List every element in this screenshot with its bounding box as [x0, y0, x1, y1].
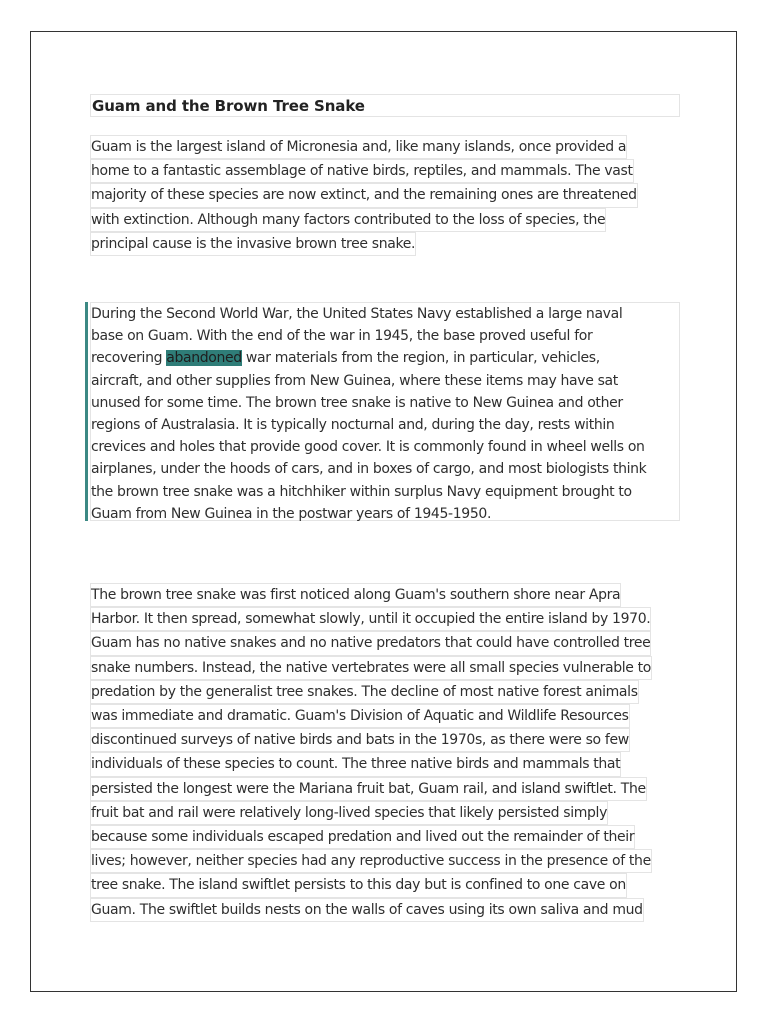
paragraph-line: principal cause is the invasive brown tree snake.: [90, 232, 416, 256]
paragraph-line: crevices and holes that provide good cover. It is commonly found in wheel wells on: [91, 439, 645, 456]
paragraph-line: snake numbers. Instead, the native vertebrates were all small species vulnerable to: [90, 656, 652, 680]
paragraph-line: fruit bat and rail were relatively long-lived species that likely persisted simply: [90, 801, 608, 825]
text-after-highlight: war materials from the region, in particular, vehicles,: [241, 350, 600, 367]
paragraph-line: base on Guam. With the end of the war in 1945, the base proved useful for: [91, 328, 593, 345]
paragraph-line: individuals of these species to count. The three native birds and mammals that: [90, 752, 621, 776]
paragraph-line: discontinued surveys of native birds and bats in the 1970s, as there were so few: [90, 728, 630, 752]
paragraph-line: The brown tree snake was first noticed along Guam's southern shore near Apra: [90, 583, 621, 607]
paragraph-line: aircraft, and other supplies from New Guinea, where these items may have sat: [91, 372, 618, 389]
title-box: [90, 94, 680, 117]
paragraph-line: airplanes, under the hoods of cars, and in boxes of cargo, and most biologists think: [91, 461, 647, 478]
paragraph-line: persisted the longest were the Mariana fruit bat, Guam rail, and island swiftlet. The: [90, 777, 647, 801]
selection-bar: [85, 302, 88, 521]
paragraph-3: [90, 583, 680, 922]
document-page: [30, 31, 737, 992]
paragraph-line: lives; however, neither species had any reproductive success in the presence of the: [90, 849, 652, 873]
paragraph-1: [90, 135, 637, 256]
paragraph-line: During the Second World War, the United States Navy established a large naval: [91, 306, 623, 322]
paragraph-line: Guam has no native snakes and no native predators that could have controlled tree: [90, 631, 651, 655]
paragraph-line: Guam is the largest island of Micronesia and, like many islands, once provided a: [90, 135, 627, 159]
page-title: Guam and the Brown Tree Snake: [92, 96, 365, 115]
paragraph-line: home to a fantastic assemblage of native birds, reptiles, and mammals. The vast: [90, 159, 634, 183]
paragraph-line: was immediate and dramatic. Guam's Division of Aquatic and Wildlife Resources: [90, 704, 630, 728]
highlighted-word[interactable]: abandoned: [166, 350, 242, 367]
paragraph-line: tree snake. The island swiftlet persists to this day but is confined to one cave on: [90, 873, 627, 897]
paragraph-line: the brown tree snake was a hitchhiker within surplus Navy equipment brought to: [91, 483, 632, 500]
paragraph-line: regions of Australasia. It is typically nocturnal and, during the day, rests within: [91, 417, 615, 434]
paragraph-line: with extinction. Although many factors contributed to the loss of species, the: [90, 208, 606, 232]
paragraph-line: because some individuals escaped predation and lived out the remainder of their: [90, 825, 635, 849]
paragraph-line: Guam. The swiftlet builds nests on the walls of caves using its own saliva and mud: [90, 898, 644, 922]
paragraph-line: predation by the generalist tree snakes. The decline of most native forest animals: [90, 680, 639, 704]
paragraph-line-with-highlight: [91, 347, 679, 369]
text-before-highlight: recovering: [91, 350, 167, 367]
paragraph-2: [90, 302, 680, 521]
paragraph-line: Guam from New Guinea in the postwar years of 1945-1950.: [91, 505, 492, 522]
paragraph-line: majority of these species are now extinct, and the remaining ones are threatened: [90, 183, 638, 207]
paragraph-line: unused for some time. The brown tree snake is native to New Guinea and other: [91, 394, 623, 411]
paragraph-line: Harbor. It then spread, somewhat slowly, until it occupied the entire island by 1970.: [90, 607, 651, 631]
paragraph-2-container: [85, 302, 682, 521]
